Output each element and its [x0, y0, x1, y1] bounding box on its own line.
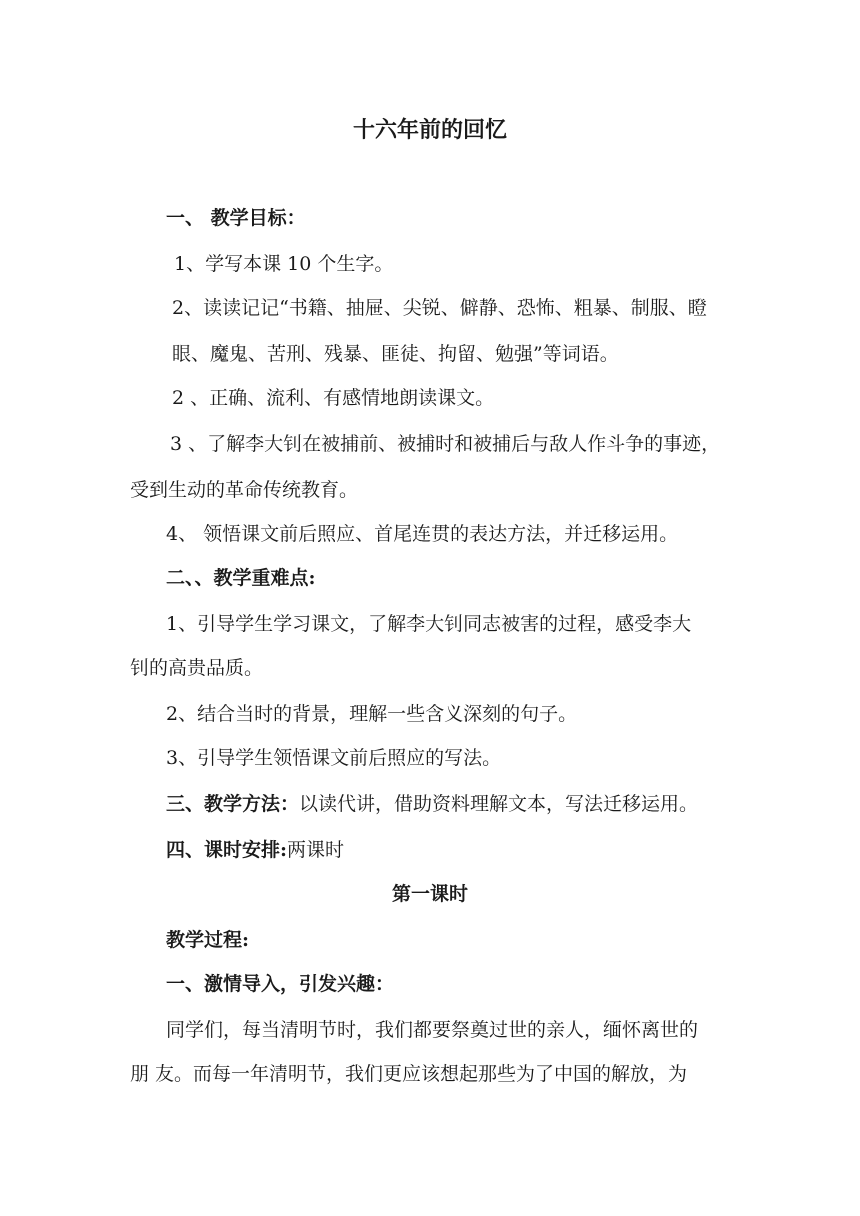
goal-item: 受到生动的革命传统教育。: [130, 479, 359, 501]
goal-item: 4、 领悟课文前后照应、首尾连贯的表达方法，并迁移运用。: [166, 523, 679, 545]
goal-item: 3 、了解李大钊在被捕前、被捕时和被捕后与敌人作斗争的事迹，: [170, 433, 721, 455]
step1-heading: 一、激情导入，引发兴趣：: [166, 973, 395, 995]
difficulty-item: 钊的高贵品质。: [130, 657, 264, 679]
process-heading: 教学过程:: [166, 929, 250, 951]
methods-label: 三、教学方法：: [166, 793, 300, 815]
schedule-label: 四、课时安排:: [166, 839, 288, 861]
section-heading-difficulties: 二、、教学重难点:: [166, 567, 316, 589]
goal-item: 眼、魔鬼、苦刑、残暴、匪徒、拘留、勉强”等词语。: [172, 343, 619, 365]
goal-item: [172, 296, 730, 320]
difficulty-item: 1、引导学生学习课文，了解李大钊同志被害的过程，感受李大: [166, 613, 692, 635]
schedule-text: 两课时: [287, 839, 345, 861]
goal-text: 2、读读记记“书籍、抽屉、尖锐、僻静、恐怖、粗暴、制服、瞪: [172, 297, 707, 319]
section-schedule: [166, 838, 344, 862]
goal-item: 1、学写本课 10 个生字。: [174, 253, 394, 275]
intro-paragraph-line: 同学们，每当清明节时，我们都要祭奠过世的亲人，缅怀离世的: [166, 1019, 699, 1041]
difficulty-item: 3、引导学生领悟课文前后照应的写法。: [166, 747, 502, 769]
methods-text: 以读代讲，借助资料理解文本，写法迁移运用。: [299, 793, 699, 815]
section-methods: [166, 792, 698, 816]
document-title: 十六年前的回忆: [352, 117, 507, 143]
goal-item: 2 、正确、流利、有感情地朗读课文。: [172, 387, 495, 409]
section-heading-goals: 一、 教学目标：: [166, 207, 306, 229]
difficulty-item: 2、结合当时的背景，理解一些含义深刻的句子。: [166, 703, 578, 725]
lesson-heading: 第一课时: [391, 883, 468, 905]
intro-paragraph-line: 朋 友。而每一年清明节，我们更应该想起那些为了中国的解放，为: [130, 1063, 688, 1085]
